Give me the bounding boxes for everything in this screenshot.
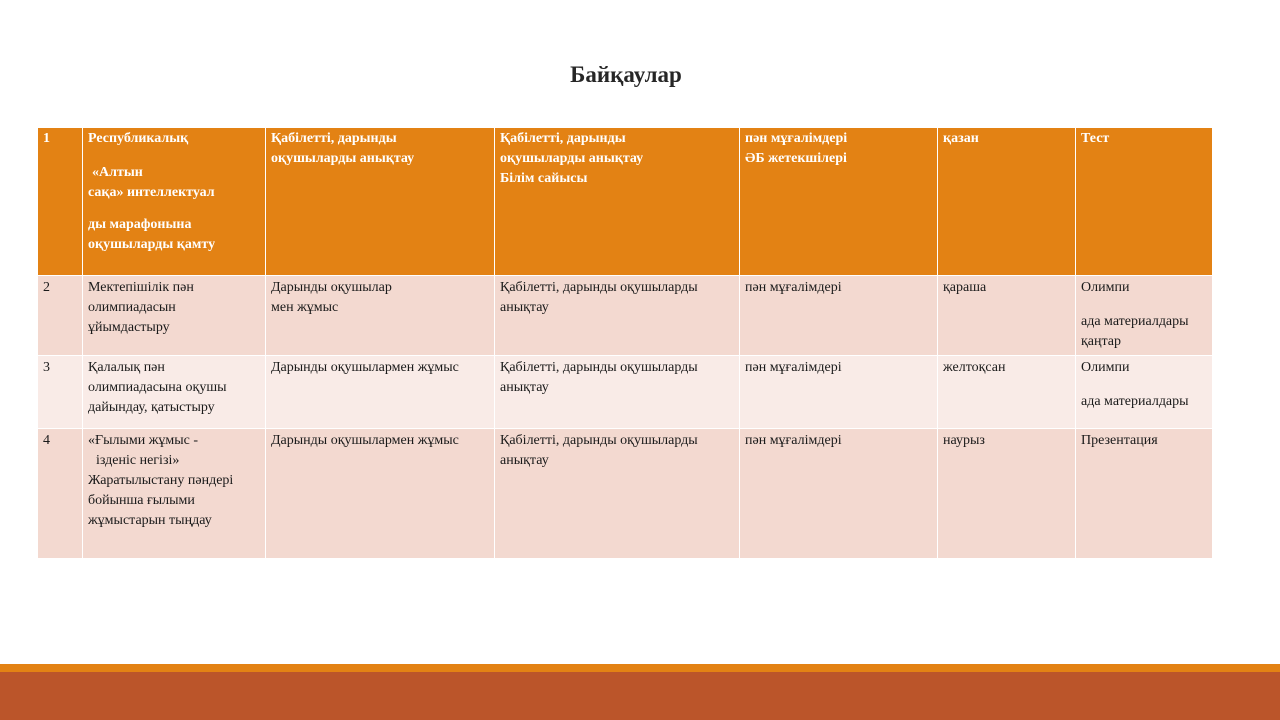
cell-num: 3 xyxy=(38,356,83,429)
cell-month: қазан xyxy=(938,128,1076,276)
table-row-2 xyxy=(38,276,1213,356)
slide-title: Байқаулар xyxy=(570,62,682,87)
cell-num: 4 xyxy=(38,429,83,559)
table-row-1 xyxy=(38,128,1213,276)
cell-goal: Қабілетті, дарынды оқушыларды анықтау xyxy=(266,128,495,276)
cell-responsible: пән мұғалімдері xyxy=(740,356,938,429)
cell-goal: Дарынды оқушылармен жұмыс xyxy=(266,356,495,429)
cell-responsible: пән мұғалімдері xyxy=(740,429,938,559)
cell-num: 2 xyxy=(38,276,83,356)
cell-month: қараша xyxy=(938,276,1076,356)
cell-result: Тест xyxy=(1076,128,1213,276)
cell-event: Республикалық «Алтын сақа» интеллектуал ды марафонына оқушыларды қамту xyxy=(83,128,266,276)
cell-form: Қабілетті, дарынды оқушыларды анықтау xyxy=(495,429,740,559)
cell-month: желтоқсан xyxy=(938,356,1076,429)
cell-result: Презентация xyxy=(1076,429,1213,559)
cell-event: Қалалық пән олимпиадасына оқушы дайындау, қатыстыру xyxy=(83,356,266,429)
cell-result: Олимпи ада материалдары xyxy=(1076,356,1213,429)
cell-responsible: пән мұғалімдері ӘБ жетекшілері xyxy=(740,128,938,276)
cell-form: Қабілетті, дарынды оқушыларды анықтау xyxy=(495,276,740,356)
footer-band xyxy=(0,672,1280,720)
table-row-4 xyxy=(38,429,1213,559)
cell-num: 1 xyxy=(38,128,83,276)
contests-table xyxy=(37,127,1213,559)
cell-event: Мектепішілік пән олимпиадасын ұйымдастыру xyxy=(83,276,266,356)
cell-form: Қабілетті, дарынды оқушыларды анықтау Білім сайысы xyxy=(495,128,740,276)
footer-accent-stripe xyxy=(0,664,1280,672)
cell-event: «Ғылыми жұмыс - ізденіс негізі» Жаратылыстану пәндері бойынша ғылыми жұмыстарын тыңдау xyxy=(83,429,266,559)
cell-goal: Дарынды оқушылармен жұмыс xyxy=(266,429,495,559)
cell-result: Олимпи ада материалдары қаңтар xyxy=(1076,276,1213,356)
cell-goal: Дарынды оқушылар мен жұмыс xyxy=(266,276,495,356)
cell-month: наурыз xyxy=(938,429,1076,559)
cell-responsible: пән мұғалімдері xyxy=(740,276,938,356)
cell-form: Қабілетті, дарынды оқушыларды анықтау xyxy=(495,356,740,429)
table-row-3 xyxy=(38,356,1213,429)
